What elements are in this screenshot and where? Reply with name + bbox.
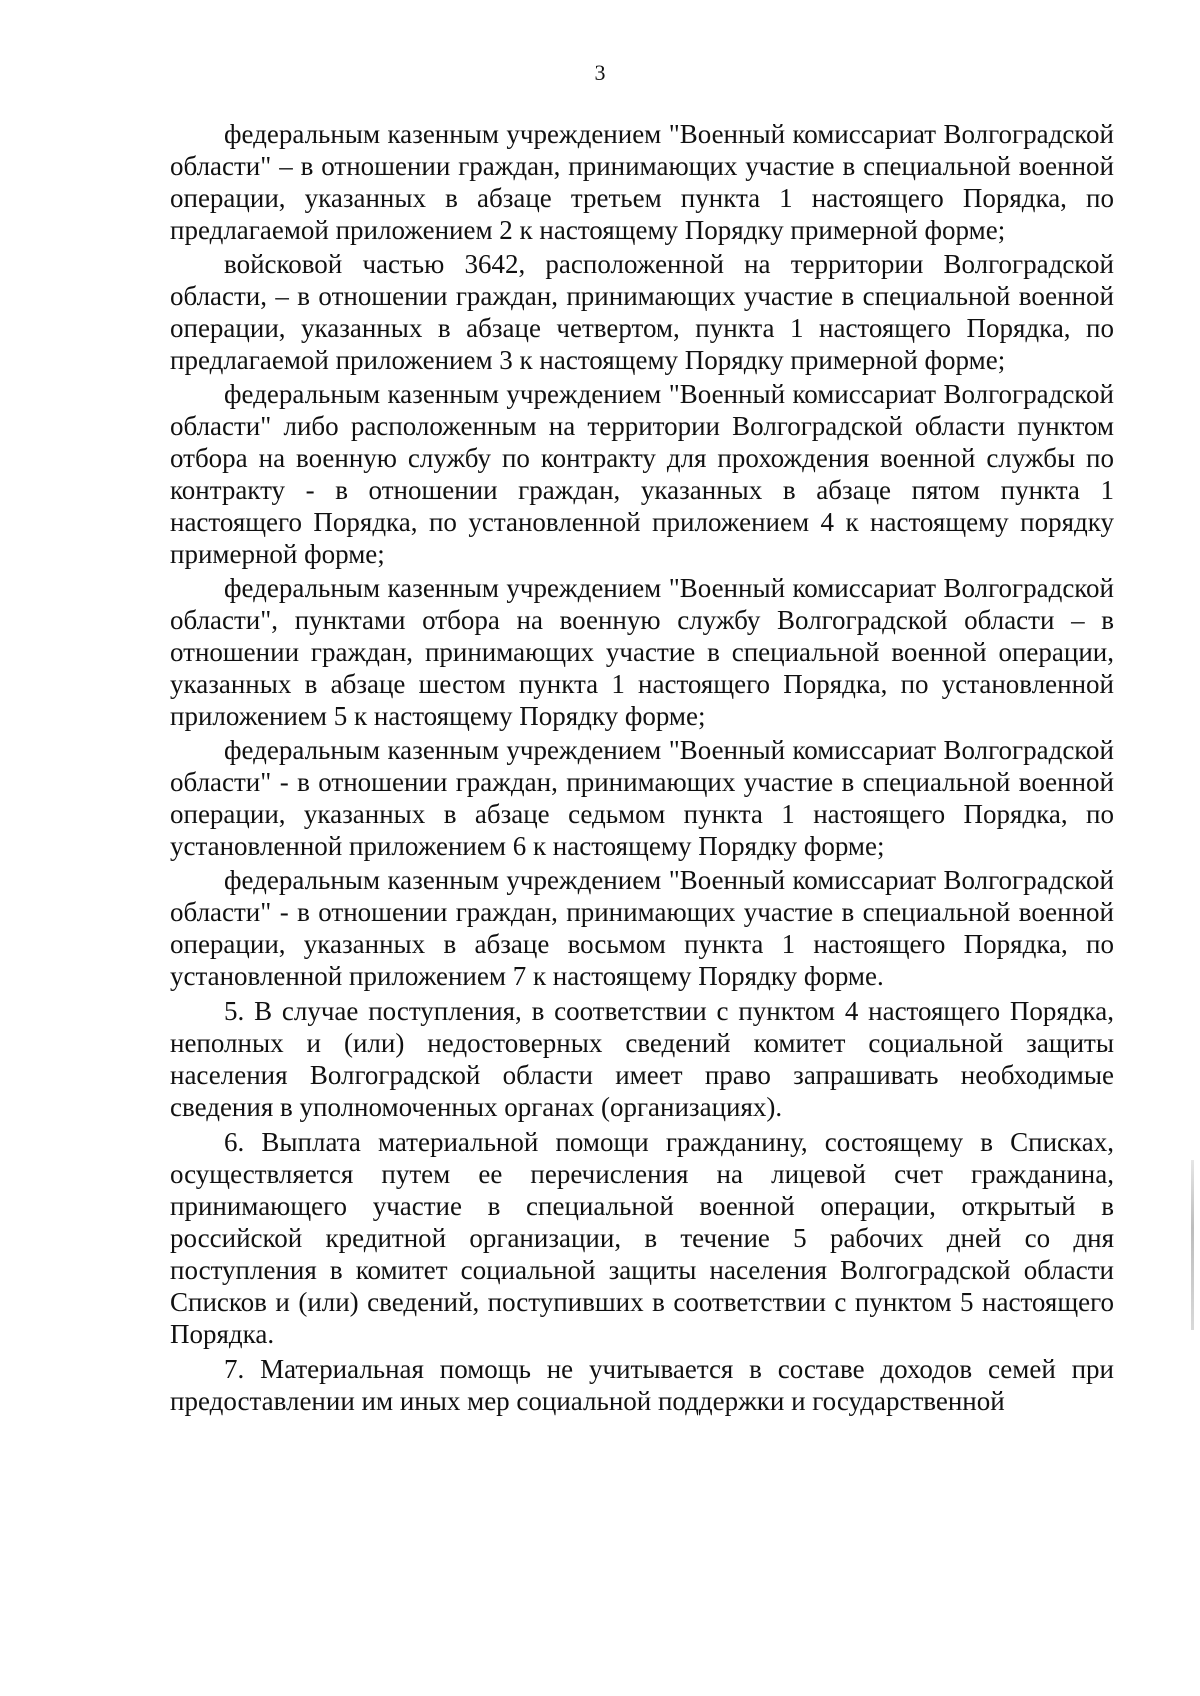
page-number: 3 [594, 60, 606, 85]
paragraph-military-unit-3642: войсковой частью 3642, расположенной на территории Волгоградской области, – в отношении граждан, принимающих участие в специальной военной операции, указанных в абзаце четвертом, пункта 1 настоящего Порядка, по предлагаемой приложением 3 к настоящему Порядку примерной форме; [170, 249, 1114, 375]
paragraph-item-6: 6. Выплата материальной помощи гражданину, состоящему в Списках, осуществляется путем ее перечисления на лицевой счет гражданина, принимающего участие в специальной военной операции, открытый в российской кредитной организации, в течение 5 рабочих дней со дня поступления в комитет социальной защиты населения Волгоградской области Списков и (или) сведений, поступивших в соответствии с пунктом 5 настоящего Порядка. [170, 1127, 1114, 1349]
document-body [170, 118, 1114, 1417]
paragraph-military-commissariat-5: федеральным казенным учреждением "Военный комиссариат Волгоградской области" - в отношении граждан, принимающих участие в специальной военной операции, указанных в абзаце восьмом пункта 1 настоящего Порядка, по установленной приложением 7 к настоящему Порядку форме. [170, 865, 1114, 991]
paragraph-military-commissariat-3: федеральным казенным учреждением "Военный комиссариат Волгоградской области", пунктами отбора на военную службу Волгоградской области – в отношении граждан, принимающих участие в специальной военной операции, указанных в абзаце шестом пункта 1 настоящего Порядка, по установленной приложением 5 к настоящему Порядку форме; [170, 573, 1114, 731]
paragraph-military-commissariat-4: федеральным казенным учреждением "Военный комиссариат Волгоградской области" - в отношении граждан, принимающих участие в специальной военной операции, указанных в абзаце седьмом пункта 1 настоящего Порядка, по установленной приложением 6 к настоящему Порядку форме; [170, 735, 1114, 861]
scan-edge-mark [1191, 1160, 1194, 1330]
paragraph-military-commissariat-2: федеральным казенным учреждением "Военный комиссариат Волгоградской области" либо расположенным на территории Волгоградской области пунктом отбора на военную службу по контракту для прохождения военной службы по контракту - в отношении граждан, указанных в абзаце пятом пункта 1 настоящего Порядка, по установленной приложением 4 к настоящему порядку примерной форме; [170, 379, 1114, 569]
paragraph-item-5: 5. В случае поступления, в соответствии с пунктом 4 настоящего Порядка, неполных и (или) недостоверных сведений комитет социальной защиты населения Волгоградской области имеет право запрашивать необходимые сведения в уполномоченных органах (организациях). [170, 996, 1114, 1122]
paragraph-military-commissariat-1: федеральным казенным учреждением "Военный комиссариат Волгоградской области" – в отношении граждан, принимающих участие в специальной военной операции, указанных в абзаце третьем пункта 1 настоящего Порядка, по предлагаемой приложением 2 к настоящему Порядку примерной форме; [170, 119, 1114, 245]
paragraph-item-7: 7. Материальная помощь не учитывается в составе доходов семей при предоставлении им иных мер социальной поддержки и государственной [170, 1354, 1114, 1416]
